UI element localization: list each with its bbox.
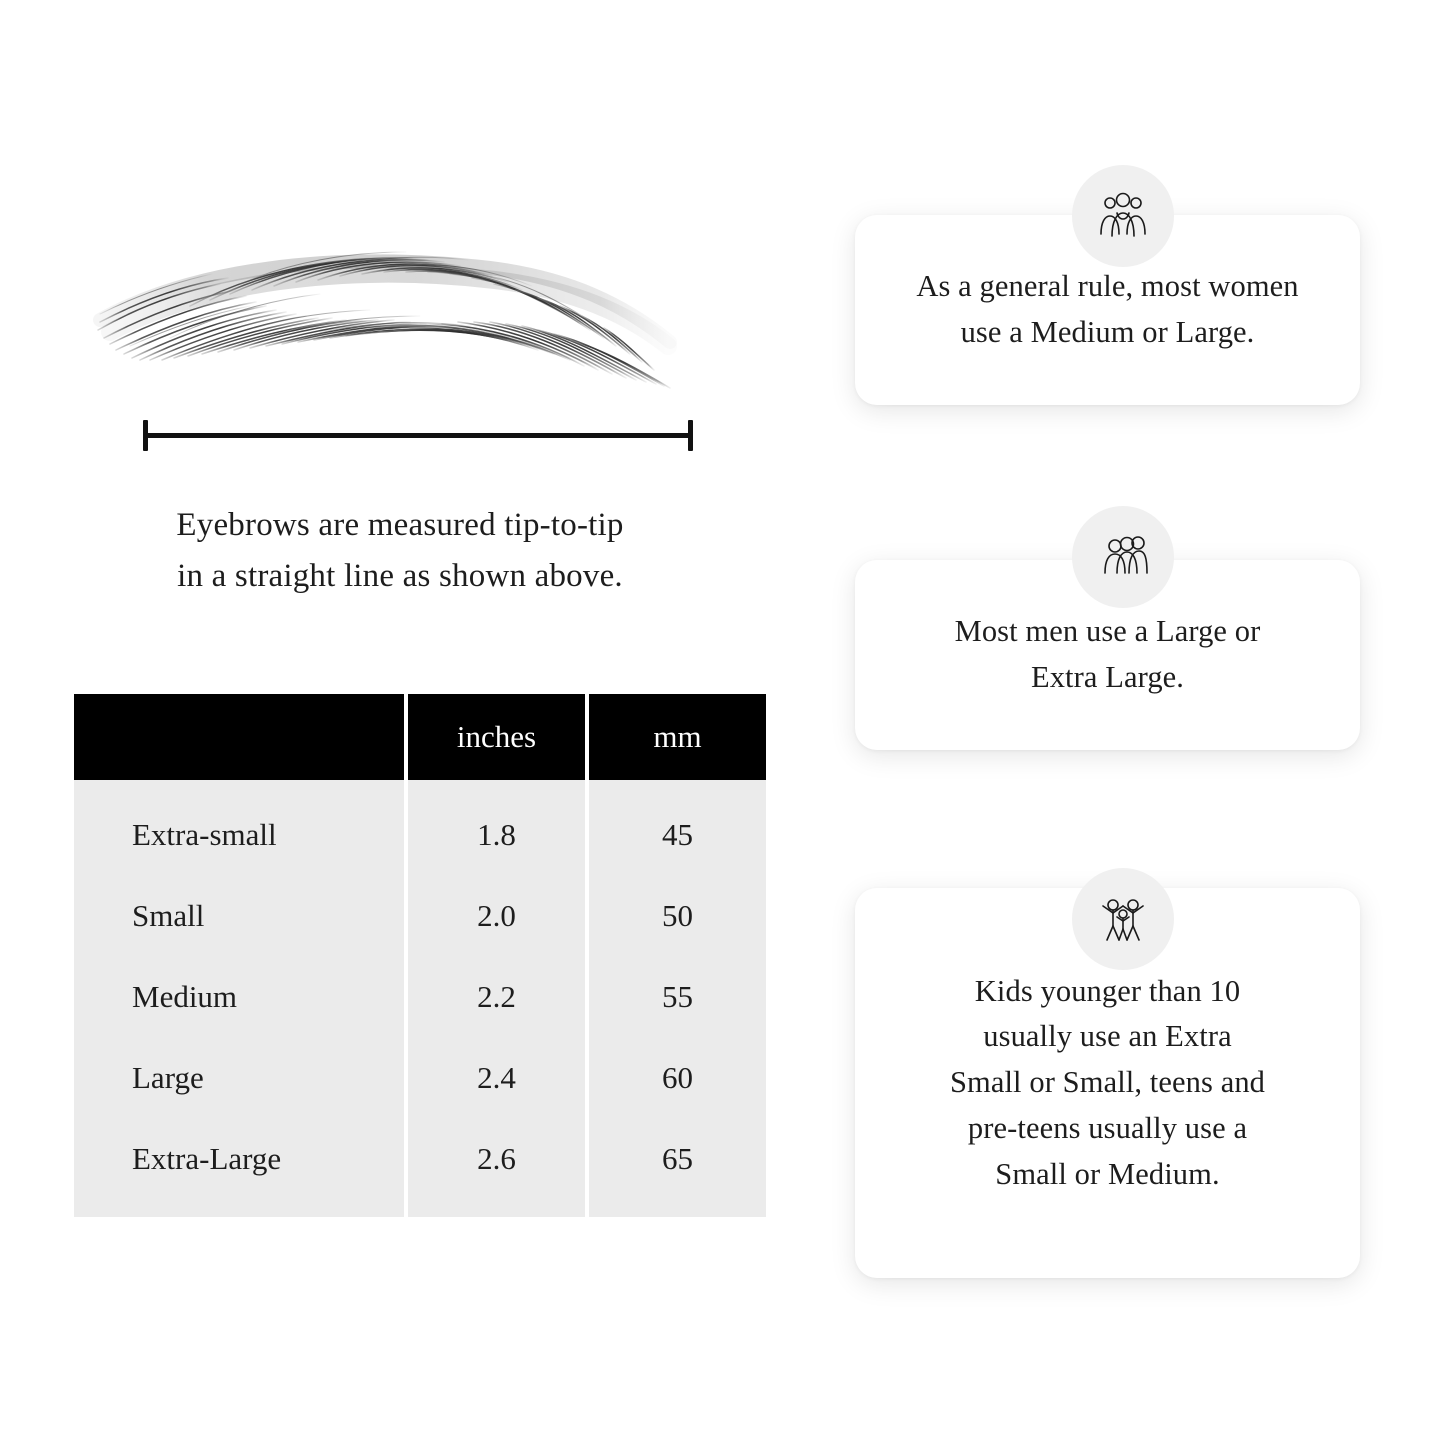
size-name: Extra-Large xyxy=(74,1118,404,1217)
tip-card-women-text xyxy=(882,264,1332,356)
measurement-ruler xyxy=(143,418,693,452)
ruler-end-right xyxy=(688,420,693,451)
ruler-bar xyxy=(143,433,693,438)
table-row xyxy=(74,780,766,875)
size-name: Small xyxy=(74,875,404,956)
size-mm: 45 xyxy=(589,780,766,875)
size-mm: 60 xyxy=(589,1037,766,1118)
tip-card-kids-text xyxy=(916,969,1299,1198)
table-row xyxy=(74,1037,766,1118)
tip-women-line-2: use a Medium or Large. xyxy=(960,315,1255,349)
size-name: Large xyxy=(74,1037,404,1118)
size-mm: 65 xyxy=(589,1118,766,1217)
table-row xyxy=(74,1118,766,1217)
table-header-row xyxy=(74,694,766,780)
tip-kids-line-4: pre-teens usually use a xyxy=(967,1110,1248,1145)
tip-men-line-2: Extra Large. xyxy=(1030,660,1185,694)
tip-men-line-1: Most men use a Large or xyxy=(954,614,1261,649)
right-column xyxy=(800,0,1445,1445)
table-row xyxy=(74,956,766,1037)
column-header-mm: mm xyxy=(589,694,766,780)
ruler-end-left xyxy=(143,420,148,451)
measure-caption xyxy=(70,500,730,602)
tip-kids-line-2: usually use an Extra xyxy=(983,1019,1232,1054)
tip-card-men-text xyxy=(921,609,1295,701)
size-name: Extra-small xyxy=(74,780,404,875)
tip-kids-line-3: Small or Small, teens and xyxy=(949,1065,1266,1100)
size-chart-table xyxy=(70,694,770,1217)
caption-line-2: in a straight line as shown above. xyxy=(177,558,623,595)
column-header-size xyxy=(74,694,404,780)
eyebrow-illustration xyxy=(70,210,710,390)
size-mm: 50 xyxy=(589,875,766,956)
kids-family-icon xyxy=(1072,868,1174,970)
tip-kids-line-1: Kids younger than 10 xyxy=(974,973,1241,1008)
size-inches: 1.8 xyxy=(408,780,585,875)
table-row xyxy=(74,875,766,956)
size-inches: 2.6 xyxy=(408,1118,585,1217)
tip-women-line-1: As a general rule, most women xyxy=(916,269,1299,304)
size-name: Medium xyxy=(74,956,404,1037)
size-inches: 2.2 xyxy=(408,956,585,1037)
size-inches: 2.0 xyxy=(408,875,585,956)
men-group-icon xyxy=(1072,506,1174,608)
women-group-icon xyxy=(1072,165,1174,267)
caption-line-1: Eyebrows are measured tip-to-tip xyxy=(176,507,624,543)
tip-kids-line-5: Small or Medium. xyxy=(995,1156,1220,1191)
size-inches: 2.4 xyxy=(408,1037,585,1118)
column-header-inches: inches xyxy=(408,694,585,780)
size-mm: 55 xyxy=(589,956,766,1037)
